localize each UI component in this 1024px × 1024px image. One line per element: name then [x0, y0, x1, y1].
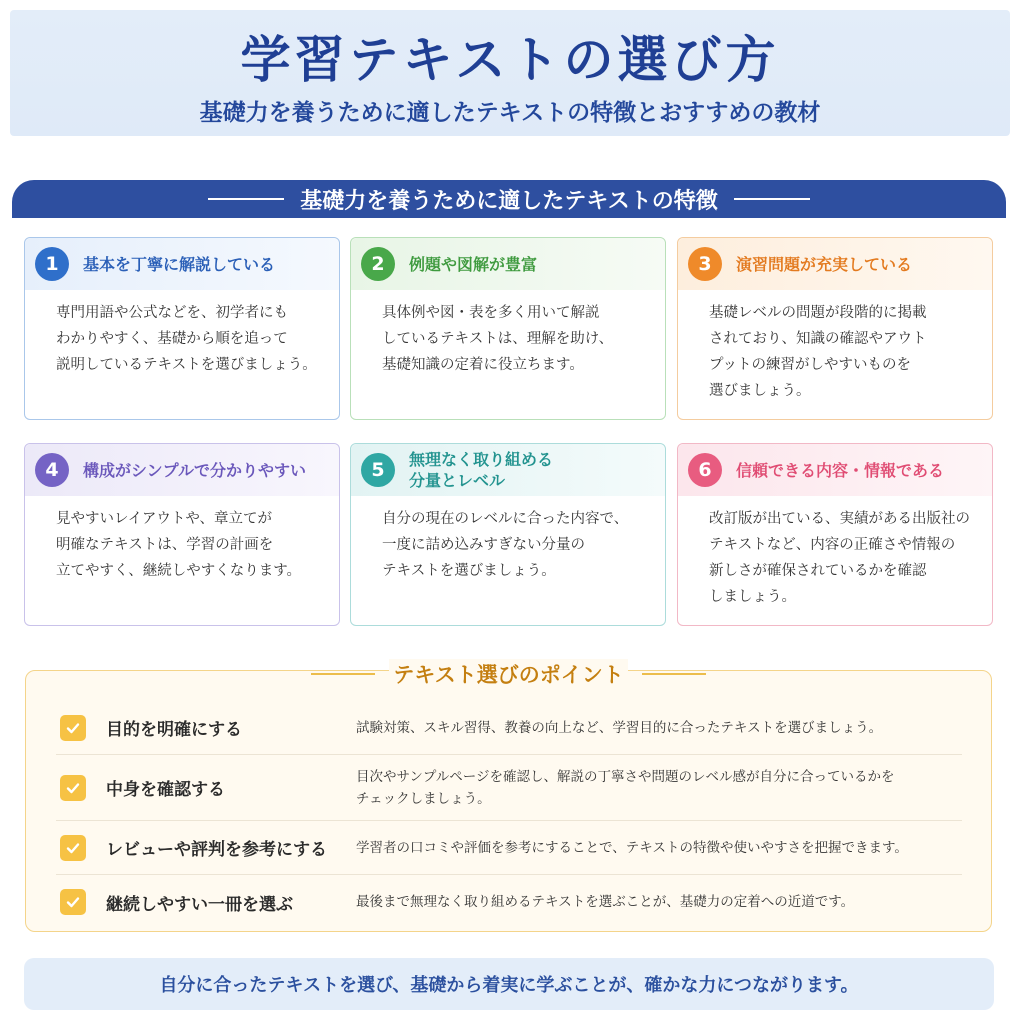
band-line-left: [208, 198, 284, 200]
feature-card-3: [677, 237, 993, 420]
point-description: 目次やサンプルページを確認し、解説の丁寧さや問題のレベル感が自分に合っているかを チェックしましょう。: [356, 768, 895, 807]
footer-banner: [24, 958, 994, 1010]
card-header: [25, 444, 339, 496]
page-subtitle: 基礎力を養うために適したテキストの特徴とおすすめの教材: [199, 100, 821, 126]
points-line-right: [642, 673, 706, 675]
card-number-badge: 5: [361, 453, 395, 487]
card-number-badge: 3: [688, 247, 722, 281]
card-body: 専門用語や公式などを、初学者にも わかりやすく、基礎から順を追って 説明しているテキストを選びましょう。: [56, 305, 317, 373]
card-header: [351, 444, 665, 496]
band-line-right: [734, 198, 810, 200]
card-number-badge: 4: [35, 453, 69, 487]
feature-card-6: [677, 443, 993, 626]
page-title: 学習テキストの選び方: [240, 31, 780, 89]
points-title-row: [26, 659, 991, 689]
point-label: レビューや評判を参考にする: [106, 840, 327, 860]
card-header: [351, 238, 665, 290]
features-band-title: 基礎力を養うために適したテキストの特徴: [300, 188, 718, 214]
card-body: 改訂版が出ている、実績がある出版社の テキストなど、内容の正確さや情報の 新しさが確保されているかを確認 しましょう。: [709, 511, 970, 605]
card-number-badge: 6: [688, 453, 722, 487]
check-icon: [60, 889, 86, 915]
points-title: テキスト選びのポイント: [389, 659, 628, 689]
card-number-badge: 2: [361, 247, 395, 281]
point-row: [56, 755, 962, 821]
point-description: 最後まで無理なく取り組めるテキストを選ぶことが、基礎力の定着への近道です。: [356, 894, 855, 910]
feature-card-4: [24, 443, 340, 626]
point-row: [56, 821, 962, 875]
point-label: 継続しやすい一冊を選ぶ: [106, 894, 293, 915]
points-line-left: [311, 673, 375, 675]
card-title: 無理なく取り組める 分量とレベル: [409, 450, 554, 490]
feature-card-1: [24, 237, 340, 420]
card-body: 具体例や図・表を多く用いて解説 しているテキストは、理解を助け、 基礎知識の定着に役立ちます。: [382, 305, 614, 373]
check-icon: [60, 715, 86, 741]
card-title: 信頼できる内容・情報である: [736, 460, 945, 480]
point-label: 目的を明確にする: [106, 720, 242, 740]
card-header: [678, 238, 992, 290]
card-header: [678, 444, 992, 496]
footer-message: 自分に合ったテキストを選び、基礎から着実に学ぶことが、確かな力につながります。: [159, 975, 859, 996]
card-title: 演習問題が充実している: [736, 254, 913, 274]
card-body: 自分の現在のレベルに合った内容で、 一度に詰め込みすぎない分量の テキストを選びましょう。: [382, 511, 629, 579]
point-row: [56, 701, 962, 755]
header-banner: [10, 10, 1010, 136]
card-body: 基礎レベルの問題が段階的に掲載 されており、知識の確認やアウト プットの練習がしやすいものを 選びましょう。: [709, 305, 927, 399]
feature-card-2: [350, 237, 666, 420]
point-description: 試験対策、スキル習得、教養の向上など、学習目的に合ったテキストを選びましょう。: [356, 719, 883, 736]
features-band: [12, 180, 1006, 218]
card-body: 見やすいレイアウトや、章立てが 明確なテキストは、学習の計画を 立てやすく、継続しやすくなります。: [56, 511, 302, 579]
point-description: 学習者の口コミや評価を参考にすることで、テキストの特徴や使いやすさを把握できます。: [356, 839, 908, 856]
card-title: 例題や図解が豊富: [409, 254, 538, 274]
card-title: 基本を丁寧に解説している: [83, 254, 276, 274]
point-row: [56, 875, 962, 929]
check-icon: [60, 775, 86, 801]
card-number-badge: 1: [35, 247, 69, 281]
check-icon: [60, 835, 86, 861]
feature-card-5: [350, 443, 666, 626]
points-panel: [25, 663, 992, 932]
point-label: 中身を確認する: [106, 780, 225, 800]
card-title: 構成がシンプルで分かりやすい: [83, 460, 306, 480]
card-header: [25, 238, 339, 290]
